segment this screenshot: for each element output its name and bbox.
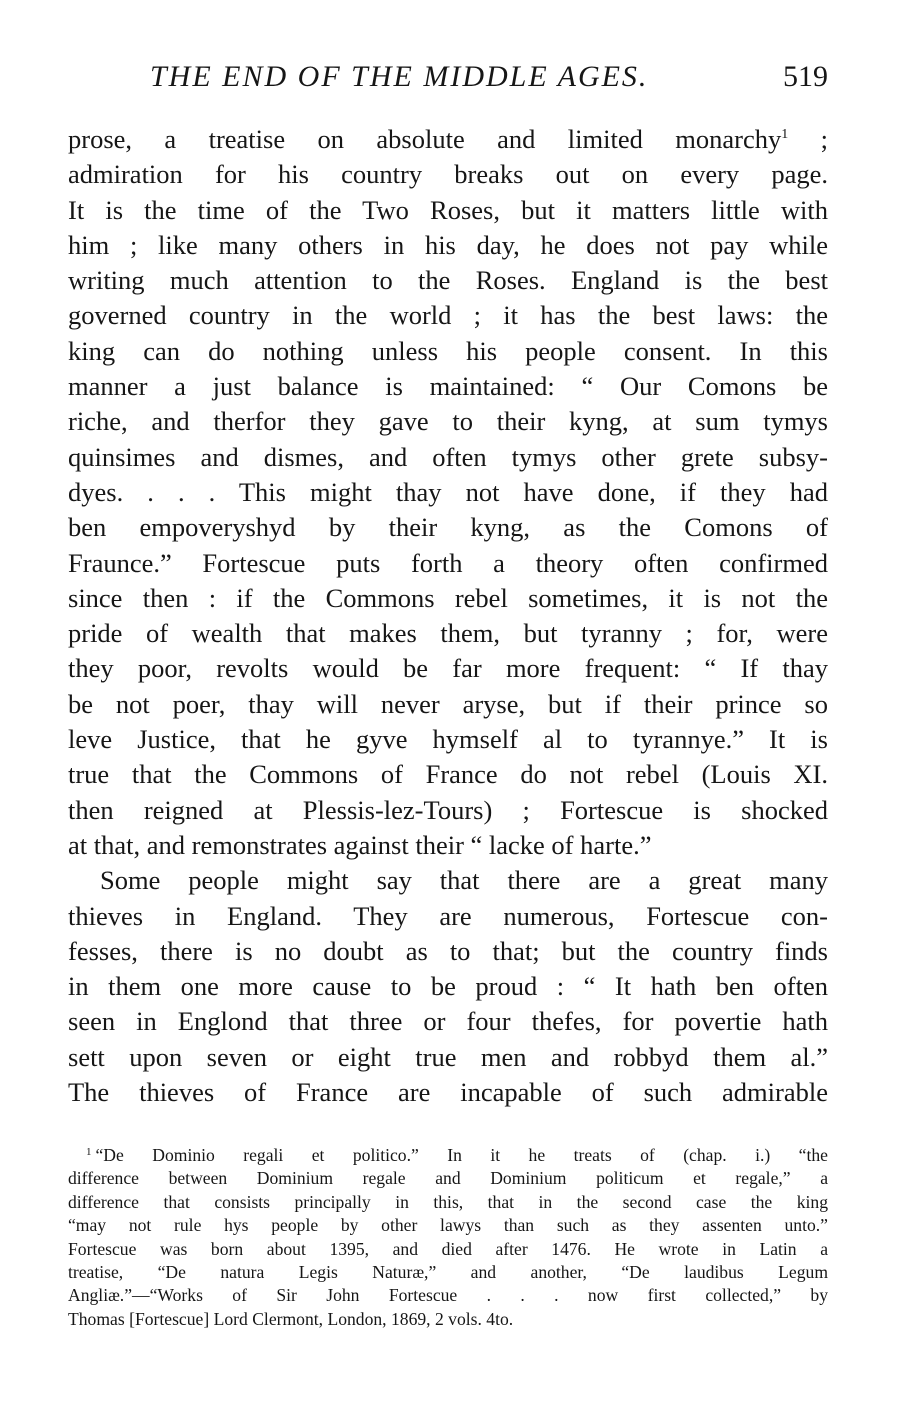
text-line: quinsimes and dismes, and often tymys other grete subsy- bbox=[68, 441, 828, 472]
footnote-marker: 1 bbox=[86, 1146, 92, 1158]
text-line: they poor, revolts would be far more frequent: “ If thay bbox=[68, 653, 828, 684]
footnote-line: difference that consists principally in this, that in the second case the king bbox=[68, 1191, 828, 1212]
text-line: It is the time of the Two Roses, but it matters little with bbox=[68, 194, 828, 225]
text-line: Fraunce.” Fortescue puts forth a theory often confirmed bbox=[68, 547, 828, 578]
footnote-reference: 1 bbox=[781, 127, 789, 142]
text-line: manner a just balance is maintained: “ Our Comons be bbox=[68, 371, 828, 402]
text-line: thieves in England. They are numerous, Fortescue con- bbox=[68, 900, 828, 931]
text-line: sett upon seven or eight true men and robbyd them al.” bbox=[68, 1041, 828, 1072]
text-line: him ; like many others in his day, he does not pay while bbox=[68, 229, 828, 260]
text-line-tail: ; bbox=[788, 124, 828, 154]
footnote-line: Fortescue was born about 1395, and died after 1476. He wrote in Latin a bbox=[68, 1238, 828, 1259]
text-line: true that the Commons of France do not rebel (Louis XI. bbox=[68, 759, 828, 790]
text-line: leve Justice, that he gyve hymself al to tyrannye.” It is bbox=[68, 724, 828, 755]
text-line-content: prose, a treatise on absolute and limited monarchy bbox=[68, 124, 782, 154]
footnote-line: treatise, “De natura Legis Naturæ,” and another, “De laudibus Legum bbox=[68, 1261, 828, 1282]
body-text bbox=[68, 122, 828, 1110]
text-line: The thieves of France are incapable of such admirable bbox=[68, 1077, 828, 1108]
text-line: since then : if the Commons rebel sometimes, it is not the bbox=[68, 582, 828, 613]
text-line bbox=[68, 122, 828, 157]
text-line: then reigned at Plessis-lez-Tours) ; Fortescue is shocked bbox=[68, 794, 828, 825]
text-line: at that, and remonstrates against their “ lacke of harte.” bbox=[68, 829, 652, 860]
text-line: seen in Englond that three or four thefes, for povertie hath bbox=[68, 1006, 828, 1037]
text-line: be not poer, thay will never aryse, but if their prince so bbox=[68, 688, 828, 719]
text-line: Some people might say that there are a great many bbox=[100, 865, 828, 896]
footnote-line bbox=[68, 1144, 828, 1167]
text-line: admiration for his country breaks out on every page. bbox=[68, 159, 828, 190]
text-line: fesses, there is no doubt as to that; but the country finds bbox=[68, 935, 828, 966]
footnote-line: Angliæ.”—“Works of Sir John Fortescue . . . now first collected,” by bbox=[68, 1285, 828, 1306]
footnote-line: “may not rule hys people by other lawys than such as they assenten unto.” bbox=[68, 1215, 828, 1236]
text-line: king can do nothing unless his people consent. In this bbox=[68, 335, 828, 366]
footnote bbox=[68, 1144, 828, 1331]
page-number: 519 bbox=[783, 60, 828, 93]
footnote-line-content: “De Dominio regali et politico.” In it he treats of (chap. i.) “the bbox=[95, 1145, 828, 1165]
text-line: ben empoveryshyd by their kyng, as the Comons of bbox=[68, 512, 828, 543]
text-line: pride of wealth that makes them, but tyranny ; for, were bbox=[68, 618, 828, 649]
text-line: in them one more cause to be proud : “ It hath ben often bbox=[68, 971, 828, 1002]
running-title: THE END OF THE MIDDLE AGES. bbox=[150, 60, 649, 93]
text-line: governed country in the world ; it has the best laws: the bbox=[68, 300, 828, 331]
text-line: writing much attention to the Roses. England is the best bbox=[68, 265, 828, 296]
text-line: dyes. . . . This might thay not have done, if they had bbox=[68, 476, 828, 507]
footnote-line: difference between Dominium regale and Dominium politicum et regale,” a bbox=[68, 1168, 828, 1189]
footnote-line: Thomas [Fortescue] Lord Clermont, London, 1869, 2 vols. 4to. bbox=[68, 1308, 514, 1329]
text-line: riche, and therfor they gave to their kyng, at sum tymys bbox=[68, 406, 828, 437]
page-header bbox=[68, 60, 828, 104]
